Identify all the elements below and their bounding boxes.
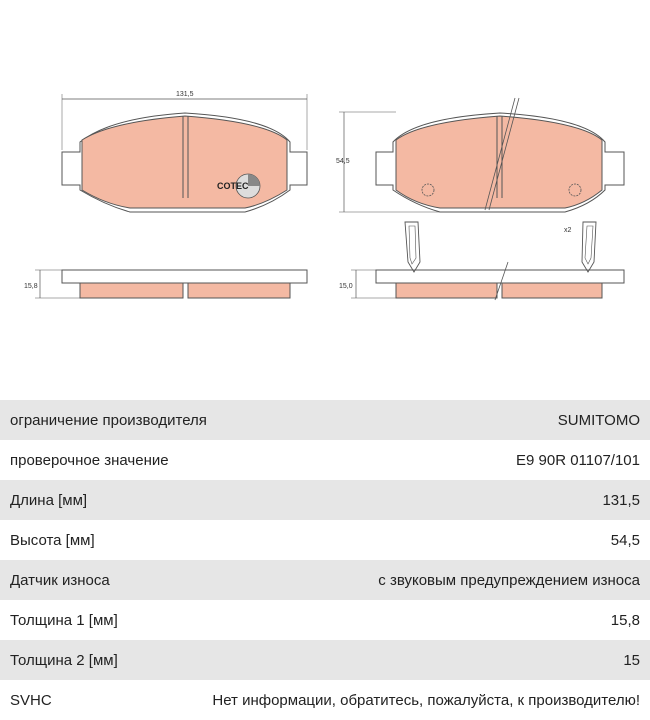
spec-label: Толщина 1 [мм]: [10, 611, 118, 629]
dimension-length-label: 131,5: [176, 91, 194, 98]
spec-value: 15: [623, 651, 640, 669]
spec-label: Датчик износа: [10, 571, 110, 589]
spec-label: ограничение производителя: [10, 411, 207, 429]
spec-label: Высота [мм]: [10, 531, 95, 549]
spec-value: E9 90R 01107/101: [516, 451, 640, 469]
spec-row-thickness-2: [0, 640, 650, 680]
spec-value: с звуковым предупреждением износа: [378, 571, 640, 589]
spec-label: проверочное значение: [10, 451, 169, 469]
pad-right-front: [376, 98, 624, 212]
spec-row-thickness-1: [0, 600, 650, 640]
spec-table: [0, 400, 650, 720]
spec-row-svhc: [0, 680, 650, 720]
spec-label: Толщина 2 [мм]: [10, 651, 118, 669]
spec-row-length: [0, 480, 650, 520]
spec-row-wear-sensor: [0, 560, 650, 600]
dimension-height-label: 54,5: [336, 158, 350, 165]
dimension-thickness-1-label: 15,8: [24, 283, 38, 290]
pad-right-side: [339, 262, 624, 300]
clip-count-label: x2: [564, 227, 572, 234]
spec-row-height: [0, 520, 650, 560]
pad-left-front: [62, 113, 307, 212]
spec-label: SVHC: [10, 691, 52, 709]
spec-value: 15,8: [610, 611, 640, 629]
wear-clips: [405, 222, 596, 272]
spec-value: 54,5: [610, 531, 640, 549]
spec-value: Нет информации, обратитесь, пожалуйста, к производителю!: [212, 691, 640, 709]
spec-value: SUMITOMO: [557, 411, 640, 429]
spec-row-manufacturer-restriction: [0, 400, 650, 440]
dimension-thickness-2-label: 15,0: [339, 283, 353, 290]
spec-value: 131,5: [602, 491, 640, 509]
spec-label: Длина [мм]: [10, 491, 88, 509]
spec-row-test-value: [0, 440, 650, 480]
pad-left-side: [24, 270, 307, 298]
cotec-logo-text: COTEC: [217, 181, 249, 191]
